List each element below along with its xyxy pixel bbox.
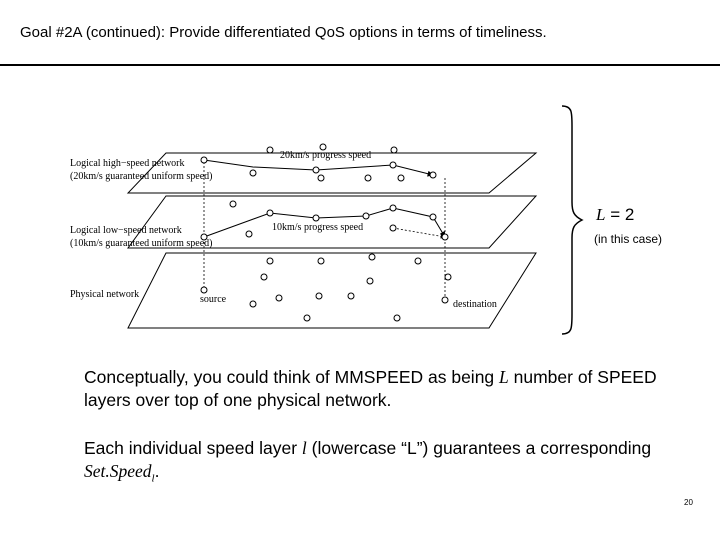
source-label: source: [200, 294, 227, 305]
node: [390, 162, 396, 168]
para1-variable: L: [499, 367, 509, 387]
node: [445, 274, 451, 280]
node: [201, 287, 207, 293]
physical-network-label: Physical network: [70, 289, 140, 300]
node: [391, 147, 397, 153]
paragraph-speed-layer: [84, 437, 664, 491]
node: [390, 225, 396, 231]
para2-text-c: .: [154, 461, 160, 481]
node: [430, 172, 436, 178]
low-speed-destination-link: [393, 228, 445, 237]
node: [250, 170, 256, 176]
low-speed-path-label: 10km/s progress speed: [272, 222, 364, 233]
node: [316, 293, 322, 299]
node: [442, 297, 448, 303]
node: [348, 293, 354, 299]
setspeed-term: Set.Speed: [84, 461, 152, 481]
node: [267, 210, 273, 216]
layer-count-note: (in this case): [594, 232, 663, 246]
high-speed-path: [204, 160, 433, 175]
node: [201, 157, 207, 163]
node: [394, 315, 400, 321]
node: [261, 274, 267, 280]
layered-network-figure: [48, 120, 540, 330]
node: [267, 147, 273, 153]
node: [398, 175, 404, 181]
node: [313, 215, 319, 221]
physical-plane: [128, 253, 536, 328]
node: [230, 201, 236, 207]
network-layers-diagram: [48, 120, 540, 330]
node: [365, 175, 371, 181]
para2-text-a: Each individual speed layer: [84, 438, 302, 458]
node: [313, 167, 319, 173]
high-speed-path-label: 20km/s progress speed: [280, 150, 372, 161]
para2-text-b: (lowercase “L”) guarantees a corresponding: [306, 438, 652, 458]
node: [430, 214, 436, 220]
layer-count-equation: [596, 205, 634, 225]
node: [442, 234, 448, 240]
node: [369, 254, 375, 260]
setspeed-subscript: l: [151, 472, 155, 485]
node: [415, 258, 421, 264]
node: [390, 205, 396, 211]
node: [250, 301, 256, 307]
title-divider: [0, 64, 720, 66]
para1-text-b: number of SPEED layers over top of one physical network.: [84, 367, 657, 410]
node: [267, 258, 273, 264]
destination-label: destination: [453, 299, 497, 310]
paragraph-mmspeed-concept: [84, 366, 664, 412]
node: [246, 231, 252, 237]
para2-variable: l: [301, 438, 307, 458]
node: [367, 278, 373, 284]
equation-variable: L: [596, 205, 606, 224]
node: [318, 258, 324, 264]
node: [363, 213, 369, 219]
high-speed-label-line1: Logical high−speed network: [70, 158, 185, 169]
para1-text-a: Conceptually, you could think of MMSPEED as being: [84, 367, 500, 387]
node: [318, 175, 324, 181]
slide-title: Goal #2A (continued): Provide differentiated QoS options in terms of timeliness.: [20, 24, 547, 41]
high-speed-label-line2: (20km/s guaranteed uniform speed): [70, 171, 213, 182]
equation-value: = 2: [605, 205, 635, 224]
node: [304, 315, 310, 321]
low-speed-label-line1: Logical low−speed network: [70, 225, 182, 236]
page-number: 20: [684, 498, 693, 507]
node: [276, 295, 282, 301]
right-brace: [560, 104, 584, 336]
low-speed-label-line2: (10km/s guaranteed uniform speed): [70, 238, 213, 249]
